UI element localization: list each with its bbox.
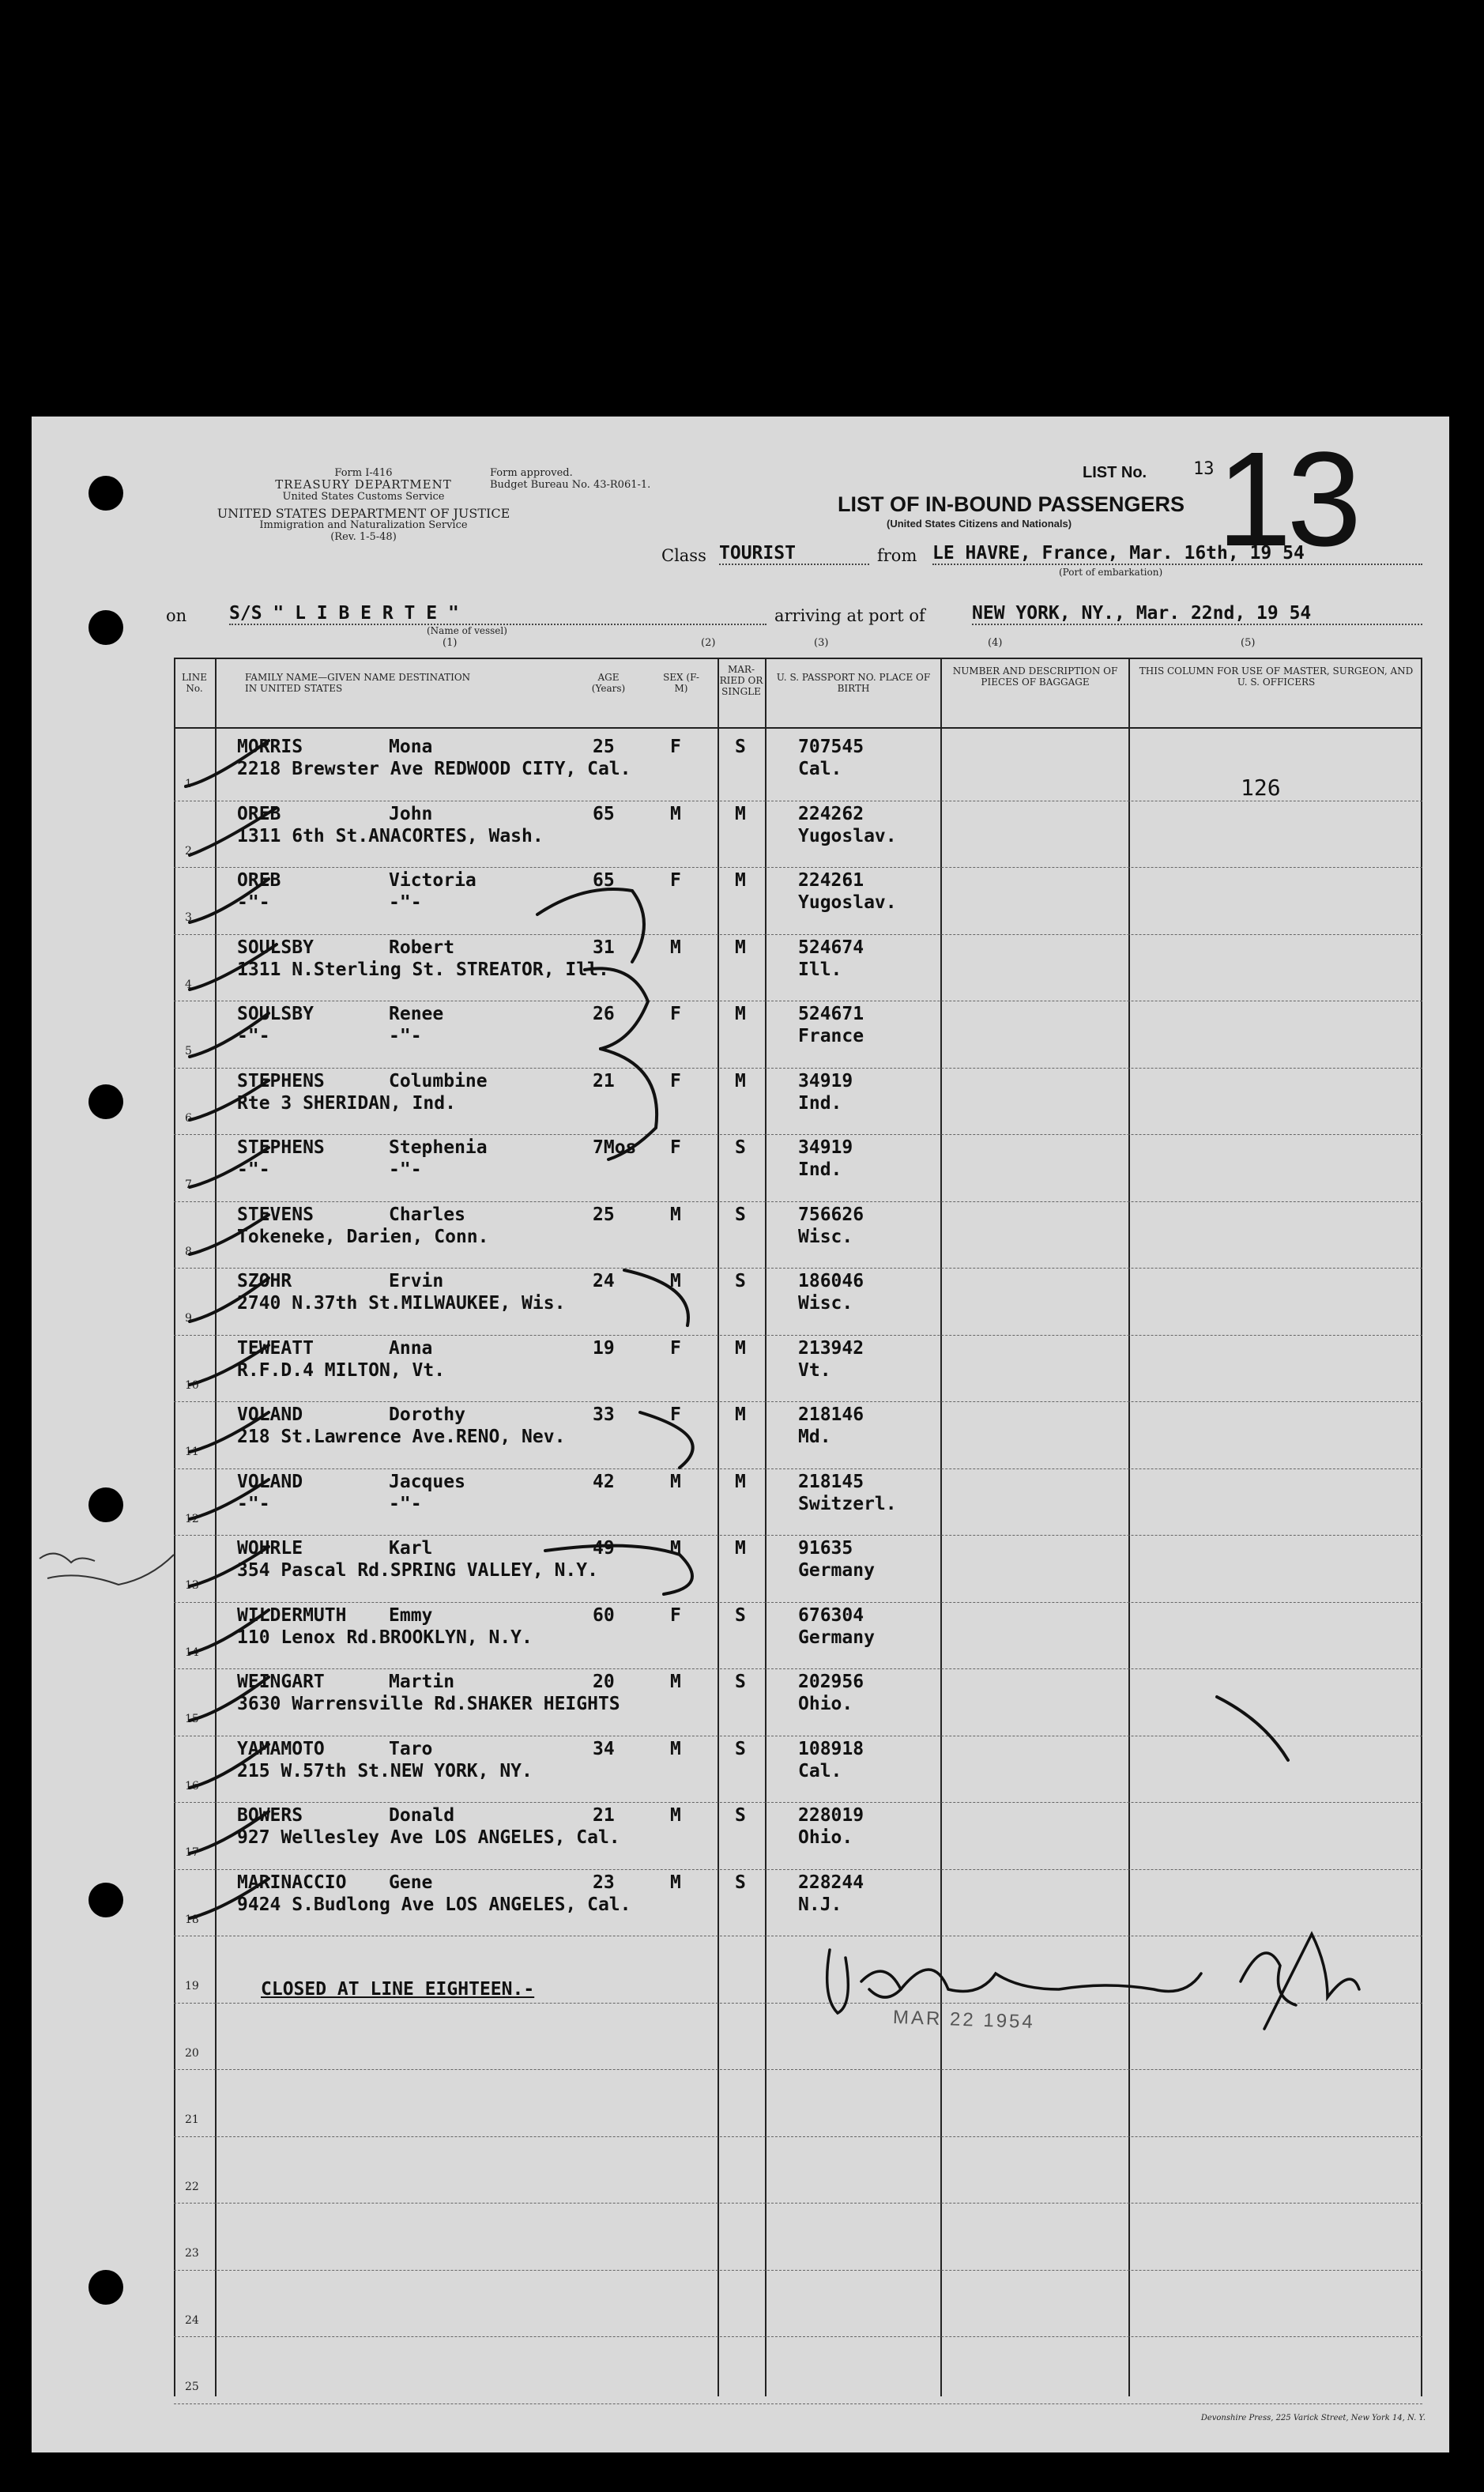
age: 21 <box>593 1805 615 1826</box>
line-number: 23 <box>185 2247 199 2260</box>
sex: M <box>670 1271 681 1291</box>
marital-status: M <box>735 1070 746 1091</box>
line-number: 4 <box>185 978 192 991</box>
family-name: STEPHENS <box>237 1137 325 1158</box>
given-name: Karl <box>389 1538 433 1559</box>
age: 34 <box>593 1738 615 1759</box>
line-number: 10 <box>185 1378 199 1392</box>
given-name: Dorothy <box>389 1404 465 1425</box>
age: 20 <box>593 1672 615 1692</box>
class-label: Class <box>661 546 706 565</box>
list-no-large: 13 <box>1217 424 1358 575</box>
place-of-birth: Yugoslav. <box>798 825 897 846</box>
sex: F <box>670 870 681 891</box>
family-name: VOLAND <box>237 1404 303 1425</box>
class-value: TOURIST <box>719 543 796 564</box>
destination: 1311 N.Sterling St. STREATOR, Ill. <box>237 959 609 980</box>
passport-number: 524674 <box>798 937 864 958</box>
given-name-ditto: -"- <box>389 1026 422 1046</box>
line-number: 2 <box>185 844 192 858</box>
given-name-ditto: -"- <box>389 1159 422 1180</box>
sex: F <box>670 1337 681 1359</box>
line-number: 13 <box>185 1579 199 1592</box>
marital-status: S <box>735 1271 746 1291</box>
family-name: SZOHR <box>237 1271 292 1291</box>
age: 21 <box>593 1070 615 1091</box>
customs-service: United States Customs Service <box>282 491 445 503</box>
marital-status: M <box>735 870 746 891</box>
passport-number: 186046 <box>798 1271 864 1291</box>
destination: 2740 N.37th St.MILWAUKEE, Wis. <box>237 1293 566 1314</box>
line-number: 9 <box>185 1312 192 1325</box>
destination: R.F.D.4 MILTON, Vt. <box>237 1359 446 1381</box>
place-of-birth: Switzerl. <box>798 1493 897 1514</box>
line-number: 25 <box>185 2381 199 2393</box>
list-no-label: LIST No. <box>1083 464 1147 481</box>
passport-number: 218146 <box>798 1404 864 1425</box>
marital-status: M <box>735 803 746 824</box>
col-baggage: NUMBER AND DESCRIPTION OF PIECES OF BAGGAGE <box>952 665 1118 688</box>
column-number: (2) <box>701 637 716 649</box>
sex: M <box>670 1872 681 1893</box>
place-of-birth: Wisc. <box>798 1293 853 1314</box>
from-label: from <box>877 546 917 565</box>
passport-number: 224261 <box>798 870 864 891</box>
family-name: WILDERMUTH <box>237 1604 347 1626</box>
given-name: Robert <box>389 937 455 958</box>
col-name-dest: FAMILY NAME—GIVEN NAME DESTINATION IN UNITED STATES <box>245 672 471 694</box>
age: 65 <box>593 870 615 891</box>
given-name-ditto: -"- <box>389 1493 422 1514</box>
closed-note: CLOSED AT LINE EIGHTEEN.- <box>261 1979 535 2000</box>
line-number: 22 <box>185 2180 199 2193</box>
passport-number: 108918 <box>798 1738 864 1759</box>
marital-status: S <box>735 1872 746 1893</box>
line-number: 14 <box>185 1646 199 1659</box>
column-number: (3) <box>814 637 829 649</box>
port-embarkation-note: (Port of embarkation) <box>1059 567 1163 578</box>
sex: M <box>670 937 681 958</box>
passport-number: 224262 <box>798 803 864 824</box>
line-number: 21 <box>185 2113 199 2126</box>
family-name: VOLAND <box>237 1471 303 1492</box>
sex: M <box>670 1538 681 1559</box>
sex: F <box>670 1604 681 1626</box>
family-name: MORRIS <box>237 737 303 757</box>
age: 33 <box>593 1404 615 1425</box>
place-of-birth: Md. <box>798 1427 831 1447</box>
margin-note <box>40 1554 174 1585</box>
sex: F <box>670 1404 681 1425</box>
marital-status: M <box>735 937 746 958</box>
passport-number: 202956 <box>798 1672 864 1692</box>
marital-status: M <box>735 1404 746 1425</box>
line-number: 7 <box>185 1178 192 1191</box>
sex: F <box>670 1137 681 1158</box>
age: 25 <box>593 737 615 757</box>
officer-note: 126 <box>1241 775 1281 801</box>
sex: M <box>670 1204 681 1225</box>
page-subtitle: (United States Citizens and Nationals) <box>887 518 1072 530</box>
place-of-birth: N.J. <box>798 1894 842 1915</box>
passport-number: 524671 <box>798 1004 864 1024</box>
passport-number: 676304 <box>798 1604 864 1626</box>
date-stamp: MAR 22 1954 <box>892 2006 1036 2034</box>
given-name: Ervin <box>389 1271 444 1291</box>
passport-number: 213942 <box>798 1337 864 1359</box>
passport-number: 228019 <box>798 1805 864 1826</box>
destination: 927 Wellesley Ave LOS ANGELES, Cal. <box>237 1827 620 1848</box>
line-number: 16 <box>185 1779 199 1793</box>
given-name: Victoria <box>389 870 476 891</box>
given-name-ditto: -"- <box>389 892 422 913</box>
form-approved: Form approved. <box>490 467 573 479</box>
marital-status: S <box>735 1204 746 1225</box>
marital-status: S <box>735 1805 746 1826</box>
ins-service: Immigration and Naturalization Service <box>259 519 468 531</box>
destination: 354 Pascal Rd.SPRING VALLEY, N.Y. <box>237 1560 598 1581</box>
place-of-birth: Yugoslav. <box>798 892 897 913</box>
sex: F <box>670 737 681 757</box>
line-number: 5 <box>185 1045 192 1057</box>
family-name: MARINACCIO <box>237 1872 347 1893</box>
family-name: OREB <box>237 870 281 891</box>
destination: 215 W.57th St.NEW YORK, NY. <box>237 1760 533 1781</box>
given-name: Emmy <box>389 1604 433 1626</box>
vessel-name: S/S " L I B E R T E " <box>229 603 459 624</box>
given-name: Mona <box>389 737 433 757</box>
age: 49 <box>593 1538 615 1559</box>
place-of-birth: France <box>798 1026 864 1046</box>
family-name: BOWERS <box>237 1805 303 1826</box>
passport-number: 34919 <box>798 1137 853 1158</box>
line-number: 19 <box>185 1980 199 1992</box>
family-name: WEINGART <box>237 1672 325 1692</box>
sex: M <box>670 803 681 824</box>
sex: M <box>670 1672 681 1692</box>
destination: 110 Lenox Rd.BROOKLYN, N.Y. <box>237 1627 533 1648</box>
family-name: OREB <box>237 803 281 824</box>
age: 24 <box>593 1271 615 1291</box>
destination: -"- <box>237 1493 270 1514</box>
place-of-birth: Vt. <box>798 1359 831 1381</box>
passport-number: 218145 <box>798 1471 864 1492</box>
sex: F <box>670 1004 681 1024</box>
age: 42 <box>593 1471 615 1492</box>
given-name: Taro <box>389 1738 433 1759</box>
sex: M <box>670 1738 681 1759</box>
manifest-page <box>32 417 1449 2452</box>
line-number: 15 <box>185 1713 199 1725</box>
given-name: Gene <box>389 1872 433 1893</box>
line-number: 17 <box>185 1846 199 1859</box>
given-name: Donald <box>389 1805 455 1826</box>
place-of-birth: Cal. <box>798 1760 842 1781</box>
place-of-birth: Cal. <box>798 759 842 779</box>
age: 7Mos <box>593 1137 637 1158</box>
page-title: LIST OF IN-BOUND PASSENGERS <box>838 492 1185 516</box>
age: 23 <box>593 1872 615 1893</box>
age: 65 <box>593 803 615 824</box>
given-name: Stephenia <box>389 1137 488 1158</box>
col-passport: U. S. PASSPORT NO. PLACE OF BIRTH <box>776 672 931 694</box>
col-age: AGE (Years) <box>591 672 626 694</box>
destination: -"- <box>237 1026 270 1046</box>
line-number: 12 <box>185 1512 199 1525</box>
destination: Tokeneke, Darien, Conn. <box>237 1226 489 1247</box>
family-name: YAMAMOTO <box>237 1738 325 1759</box>
given-name: Anna <box>389 1337 433 1359</box>
signature <box>827 1934 1359 2029</box>
place-of-birth: Ohio. <box>798 1694 853 1714</box>
marital-status: S <box>735 1137 746 1158</box>
marital-status: M <box>735 1538 746 1559</box>
destination: 1311 6th St.ANACORTES, Wash. <box>237 825 544 846</box>
on-label: on <box>166 606 187 625</box>
place-of-birth: Wisc. <box>798 1226 853 1247</box>
col-sex: SEX (F-M) <box>663 672 699 694</box>
destination: 218 St.Lawrence Ave.RENO, Nev. <box>237 1427 566 1447</box>
passport-number: 756626 <box>798 1204 864 1225</box>
place-of-birth: Ind. <box>798 1159 842 1180</box>
family-name: SOULSBY <box>237 1004 314 1024</box>
destination: 2218 Brewster Ave REDWOOD CITY, Cal. <box>237 759 631 779</box>
col-line-no: LINE No. <box>182 672 207 694</box>
place-of-birth: Germany <box>798 1627 875 1648</box>
passport-number: 91635 <box>798 1538 853 1559</box>
given-name: Columbine <box>389 1070 488 1091</box>
printer-imprint: Devonshire Press, 225 Varick Street, New York 14, N. Y. <box>1200 2414 1426 2422</box>
sex: F <box>670 1070 681 1091</box>
place-of-birth: Ind. <box>798 1092 842 1114</box>
line-number: 8 <box>185 1245 192 1258</box>
line-number: 3 <box>185 911 192 924</box>
given-name: Charles <box>389 1204 465 1225</box>
age: 25 <box>593 1204 615 1225</box>
line-number: 24 <box>185 2313 199 2327</box>
from-value: LE HAVRE, France, Mar. 16th, 19 54 <box>932 543 1305 564</box>
destination: Rte 3 SHERIDAN, Ind. <box>237 1092 456 1114</box>
destination: -"- <box>237 1159 270 1180</box>
passport-number: 228244 <box>798 1872 864 1893</box>
passport-number: 707545 <box>798 737 864 757</box>
col-married: MAR-RIED OR SINGLE <box>719 664 763 697</box>
destination: 9424 S.Budlong Ave LOS ANGELES, Cal. <box>237 1894 631 1915</box>
marital-status: M <box>735 1004 746 1024</box>
col-officers: THIS COLUMN FOR USE OF MASTER, SURGEON, AND U. S. OFFICERS <box>1139 665 1414 688</box>
marital-status: M <box>735 1471 746 1492</box>
line-number: 1 <box>185 778 192 790</box>
age: 60 <box>593 1604 615 1626</box>
given-name: Martin <box>389 1672 455 1692</box>
marital-status: S <box>735 1604 746 1626</box>
form-id: Form I-416 <box>334 467 393 479</box>
column-number: (5) <box>1241 637 1256 649</box>
handwriting-marks <box>32 417 1449 2452</box>
column-number: (1) <box>443 637 458 649</box>
given-name: Renee <box>389 1004 444 1024</box>
arrival-value: NEW YORK, NY., Mar. 22nd, 19 54 <box>972 603 1312 624</box>
place-of-birth: Ohio. <box>798 1827 853 1848</box>
line-number: 20 <box>185 2046 199 2060</box>
family-name: STEPHENS <box>237 1070 325 1091</box>
given-name: Jacques <box>389 1471 465 1492</box>
justice-department: UNITED STATES DEPARTMENT OF JUSTICE <box>217 506 510 521</box>
family-name: TEWEATT <box>237 1337 314 1359</box>
vessel-note: (Name of vessel) <box>427 625 507 636</box>
list-no-value: 13 <box>1193 459 1215 479</box>
line-number: 6 <box>185 1111 192 1125</box>
destination: 3630 Warrensville Rd.SHAKER HEIGHTS <box>237 1694 620 1714</box>
marital-status: S <box>735 1738 746 1759</box>
age: 31 <box>593 937 615 958</box>
marital-status: S <box>735 737 746 757</box>
age: 19 <box>593 1337 615 1359</box>
column-number: (4) <box>988 637 1003 649</box>
arriving-label: arriving at port of <box>774 606 925 625</box>
budget-bureau: Budget Bureau No. 43-R061-1. <box>490 479 651 491</box>
line-number: 11 <box>185 1446 199 1458</box>
treasury-department: TREASURY DEPARTMENT <box>275 477 452 492</box>
passport-number: 34919 <box>798 1070 853 1091</box>
sex: M <box>670 1471 681 1492</box>
form-revision: (Rev. 1-5-48) <box>330 531 397 543</box>
place-of-birth: Germany <box>798 1560 875 1581</box>
marital-status: M <box>735 1337 746 1359</box>
destination: -"- <box>237 892 270 913</box>
age: 26 <box>593 1004 615 1024</box>
sex: M <box>670 1805 681 1826</box>
place-of-birth: Ill. <box>798 959 842 980</box>
line-number: 18 <box>185 1913 199 1926</box>
family-name: SOULSBY <box>237 937 314 958</box>
family-name: STEVENS <box>237 1204 314 1225</box>
marital-status: S <box>735 1672 746 1692</box>
given-name: John <box>389 803 433 824</box>
family-name: WOHRLE <box>237 1538 303 1559</box>
